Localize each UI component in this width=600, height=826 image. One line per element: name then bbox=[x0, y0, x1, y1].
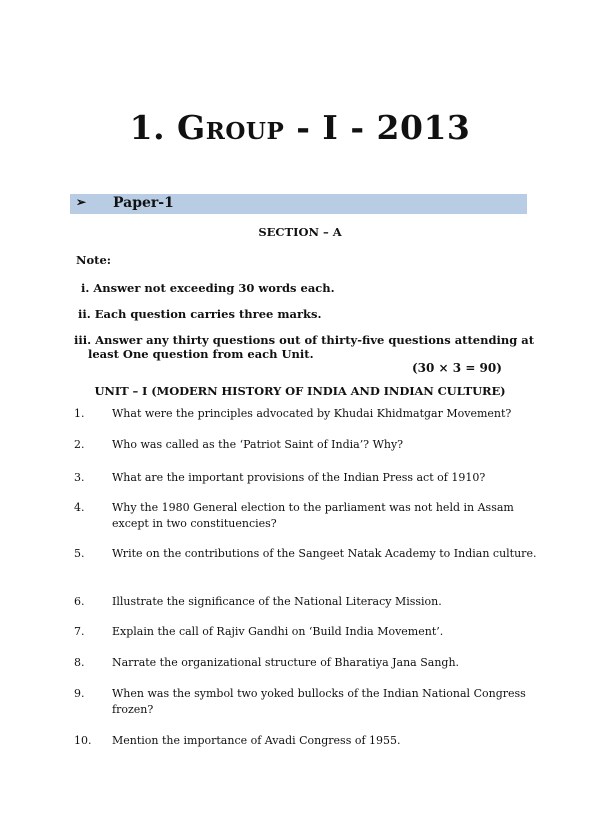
question-text: What are the important provisions of the Indian Press act of 1910? bbox=[112, 471, 486, 484]
question-number: 6. bbox=[74, 595, 85, 608]
note-item: ii. Each question carries three marks. bbox=[78, 307, 322, 321]
question-number: 1. bbox=[74, 407, 85, 420]
unit-title: UNIT – I (MODERN HISTORY OF INDIA AND INDIAN CULTURE) bbox=[94, 384, 506, 398]
question-number: 7. bbox=[74, 625, 85, 638]
question-text: Narrate the organizational structure of Bharatiya Jana Sangh. bbox=[112, 656, 460, 669]
question-text: When was the symbol two yoked bullocks of the Indian National Congress frozen? bbox=[112, 687, 526, 716]
question-number: 10. bbox=[74, 734, 92, 747]
question-text: Mention the importance of Avadi Congress of 1955. bbox=[112, 734, 401, 747]
question-number: 3. bbox=[74, 471, 85, 484]
note-item: i. Answer not exceeding 30 words each. bbox=[81, 281, 335, 295]
question-number: 5. bbox=[74, 547, 85, 560]
paper-heading-bar bbox=[70, 194, 527, 214]
section-title: SECTION – A bbox=[258, 225, 342, 239]
note-heading: Note: bbox=[76, 253, 112, 267]
question-number: 8. bbox=[74, 656, 85, 669]
question-text: Explain the call of Rajiv Gandhi on ‘Build India Movement’. bbox=[112, 625, 444, 638]
paper-label: Paper-1 bbox=[113, 195, 174, 211]
question-number: 9. bbox=[74, 687, 85, 700]
question-text: Who was called as the ‘Patriot Saint of India’? Why? bbox=[112, 438, 404, 451]
question-number: 4. bbox=[74, 501, 85, 514]
question-text: Why the 1980 General election to the parliament was not held in Assam except in two constituencies? bbox=[112, 501, 514, 530]
arrow-bullet-icon: ➢ bbox=[76, 195, 87, 209]
note-item-continuation: least One question from each Unit. bbox=[88, 347, 314, 361]
question-number: 2. bbox=[74, 438, 85, 451]
note-item: iii. Answer any thirty questions out of thirty-five questions attending at bbox=[74, 333, 535, 347]
question-text: What were the principles advocated by Khudai Khidmatgar Movement? bbox=[112, 407, 512, 420]
page-title: 1. Group - I - 2013 bbox=[129, 108, 471, 147]
question-text: Write on the contributions of the Sangeet Natak Academy to Indian culture. bbox=[112, 547, 537, 560]
question-text: Illustrate the significance of the National Literacy Mission. bbox=[112, 595, 442, 608]
marks-formula: (30 × 3 = 90) bbox=[412, 361, 502, 375]
